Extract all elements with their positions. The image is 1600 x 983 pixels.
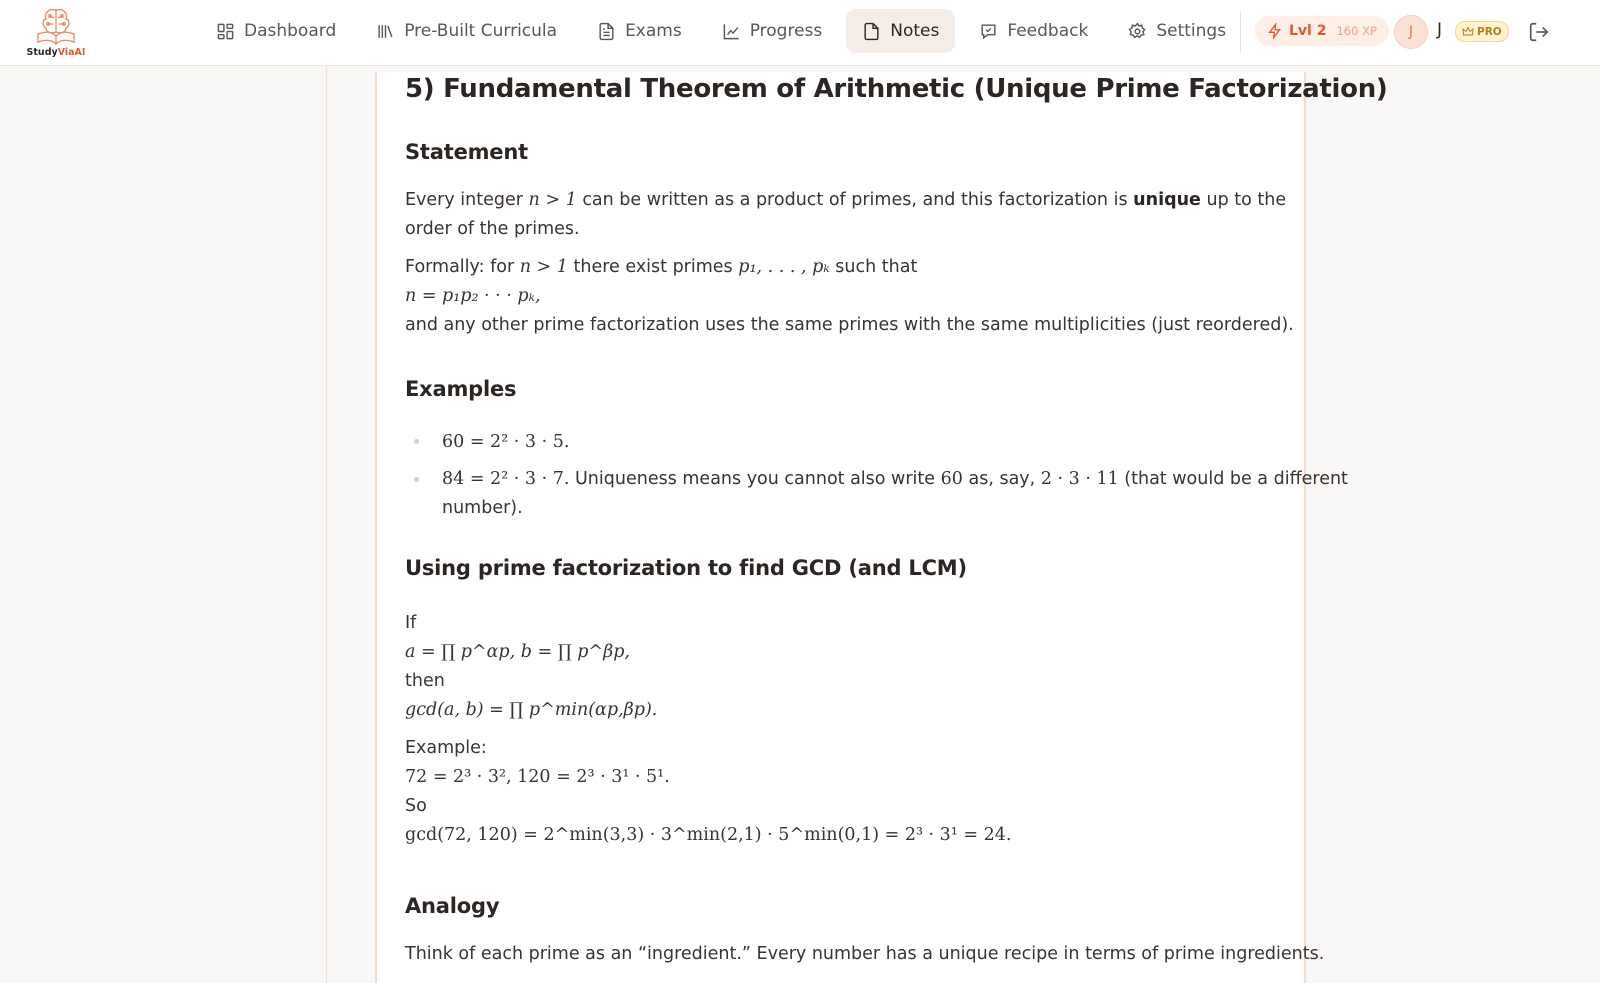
nav-pre-built-curricula[interactable] [360,9,573,53]
formally-paragraph-end: and any other prime factorization uses the same primes with the same multiplicities (just reordered). [405,315,1294,335]
level-text: Lvl 2 [1289,23,1327,39]
message-icon [979,22,998,41]
chart-line-icon [722,22,741,41]
statement-paragraph-line1 [405,186,1286,215]
heading-examples: Examples [405,377,517,401]
nav-notes-label: Notes [890,21,940,41]
example-factorization: 72 = 2³ · 3², 120 = 2³ · 3¹ · 5¹. [405,767,670,787]
books-icon [376,22,395,41]
example-item-1: 60 = 2² · 3 · 5. [442,432,570,452]
level-xp-pill[interactable] [1255,16,1389,46]
math-inline: n > 1 [519,257,568,277]
text-fragment: up to the [1206,190,1287,210]
heading-statement: Statement [405,140,528,164]
nav-feedback[interactable] [963,9,1104,53]
analogy-paragraph: Think of each prime as an “ingredient.” Every number has a unique recipe in terms of prime ingredients. [405,944,1325,964]
brand-name-prefix: Study [26,47,58,58]
nav-progress[interactable] [706,9,839,53]
nav-pre-built-curricula-label: Pre-Built Curricula [404,21,558,41]
gcd-formula-ab: a = ∏ p^αp, b = ∏ p^βp, [405,642,630,662]
bullet-dot [414,439,419,444]
logo[interactable] [24,4,88,62]
text-fragment: there exist primes [573,257,733,277]
crown-icon [1462,26,1474,37]
logo-text [27,47,86,58]
xp-text: 160 XP [1336,24,1377,38]
top-navigation-bar [0,0,1600,66]
text-fragment: as, say, [968,469,1036,489]
math-inline: p₁, . . . , pₖ [738,257,830,277]
bullet-dot [414,477,419,482]
text-fragment: (that would be a different [1124,469,1348,489]
gcd-formula: gcd(a, b) = ∏ p^min(αp,βp). [405,700,658,720]
note-title: 5) Fundamental Theorem of Arithmetic (Unique Prime Factorization) [405,74,1388,104]
math-inline: n > 1 [528,190,577,210]
logout-icon [1528,21,1550,43]
formally-paragraph [405,253,917,282]
user-name[interactable]: J [1437,20,1443,40]
nav-exams-label: Exams [625,21,682,41]
text-fragment: Uniqueness means you cannot also write [575,469,936,489]
nav-settings-label: Settings [1156,21,1227,41]
brand-name-accent: ViaAI [57,47,86,58]
pro-badge [1455,21,1509,42]
gear-icon [1128,22,1147,41]
avatar[interactable]: J [1394,15,1428,49]
text-fragment: Formally: for [405,257,515,277]
nav-notes[interactable] [846,9,955,53]
logout-button[interactable] [1528,21,1550,43]
gcd-if: If [405,613,417,633]
main-nav [200,9,1250,53]
nav-dashboard[interactable] [200,9,352,53]
gcd-then: then [405,671,445,691]
brain-book-logo-icon [34,4,78,46]
heading-analogy: Analogy [405,894,500,918]
example-item-2-line2: number). [442,498,523,518]
bold-text: unique [1133,190,1201,210]
text-fragment: such that [835,257,918,277]
example-item-2-line1 [442,465,1348,494]
text-fragment: Every integer [405,190,523,210]
example-label: Example: [405,738,487,758]
grid-icon [216,22,235,41]
nav-settings[interactable] [1112,9,1242,53]
lightning-icon [1267,23,1283,39]
math-inline: 84 = 2² · 3 · 7. [442,469,570,489]
math-inline: 2 · 3 · 11 [1040,469,1119,489]
nav-progress-label: Progress [749,21,823,41]
text-fragment: can be written as a product of primes, and this factorization is [582,190,1128,210]
factorization-formula: n = p₁p₂ · · · pₖ, [405,286,541,306]
heading-gcd: Using prime factorization to find GCD (and LCM) [405,556,967,580]
nav-divider [1240,12,1241,52]
pro-badge-label: PRO [1477,25,1502,38]
document-icon [597,22,616,41]
nav-exams[interactable] [581,9,698,53]
note-icon [862,22,881,41]
example-gcd: gcd(72, 120) = 2^min(3,3) · 3^min(2,1) · 5^min(0,1) = 2³ · 3¹ = 24. [405,825,1012,845]
nav-feedback-label: Feedback [1007,21,1089,41]
sidebar-divider [326,66,327,983]
statement-paragraph-line2: order of the primes. [405,219,580,239]
so-label: So [405,796,427,816]
nav-dashboard-label: Dashboard [244,21,337,41]
math-inline: 60 [940,469,963,489]
